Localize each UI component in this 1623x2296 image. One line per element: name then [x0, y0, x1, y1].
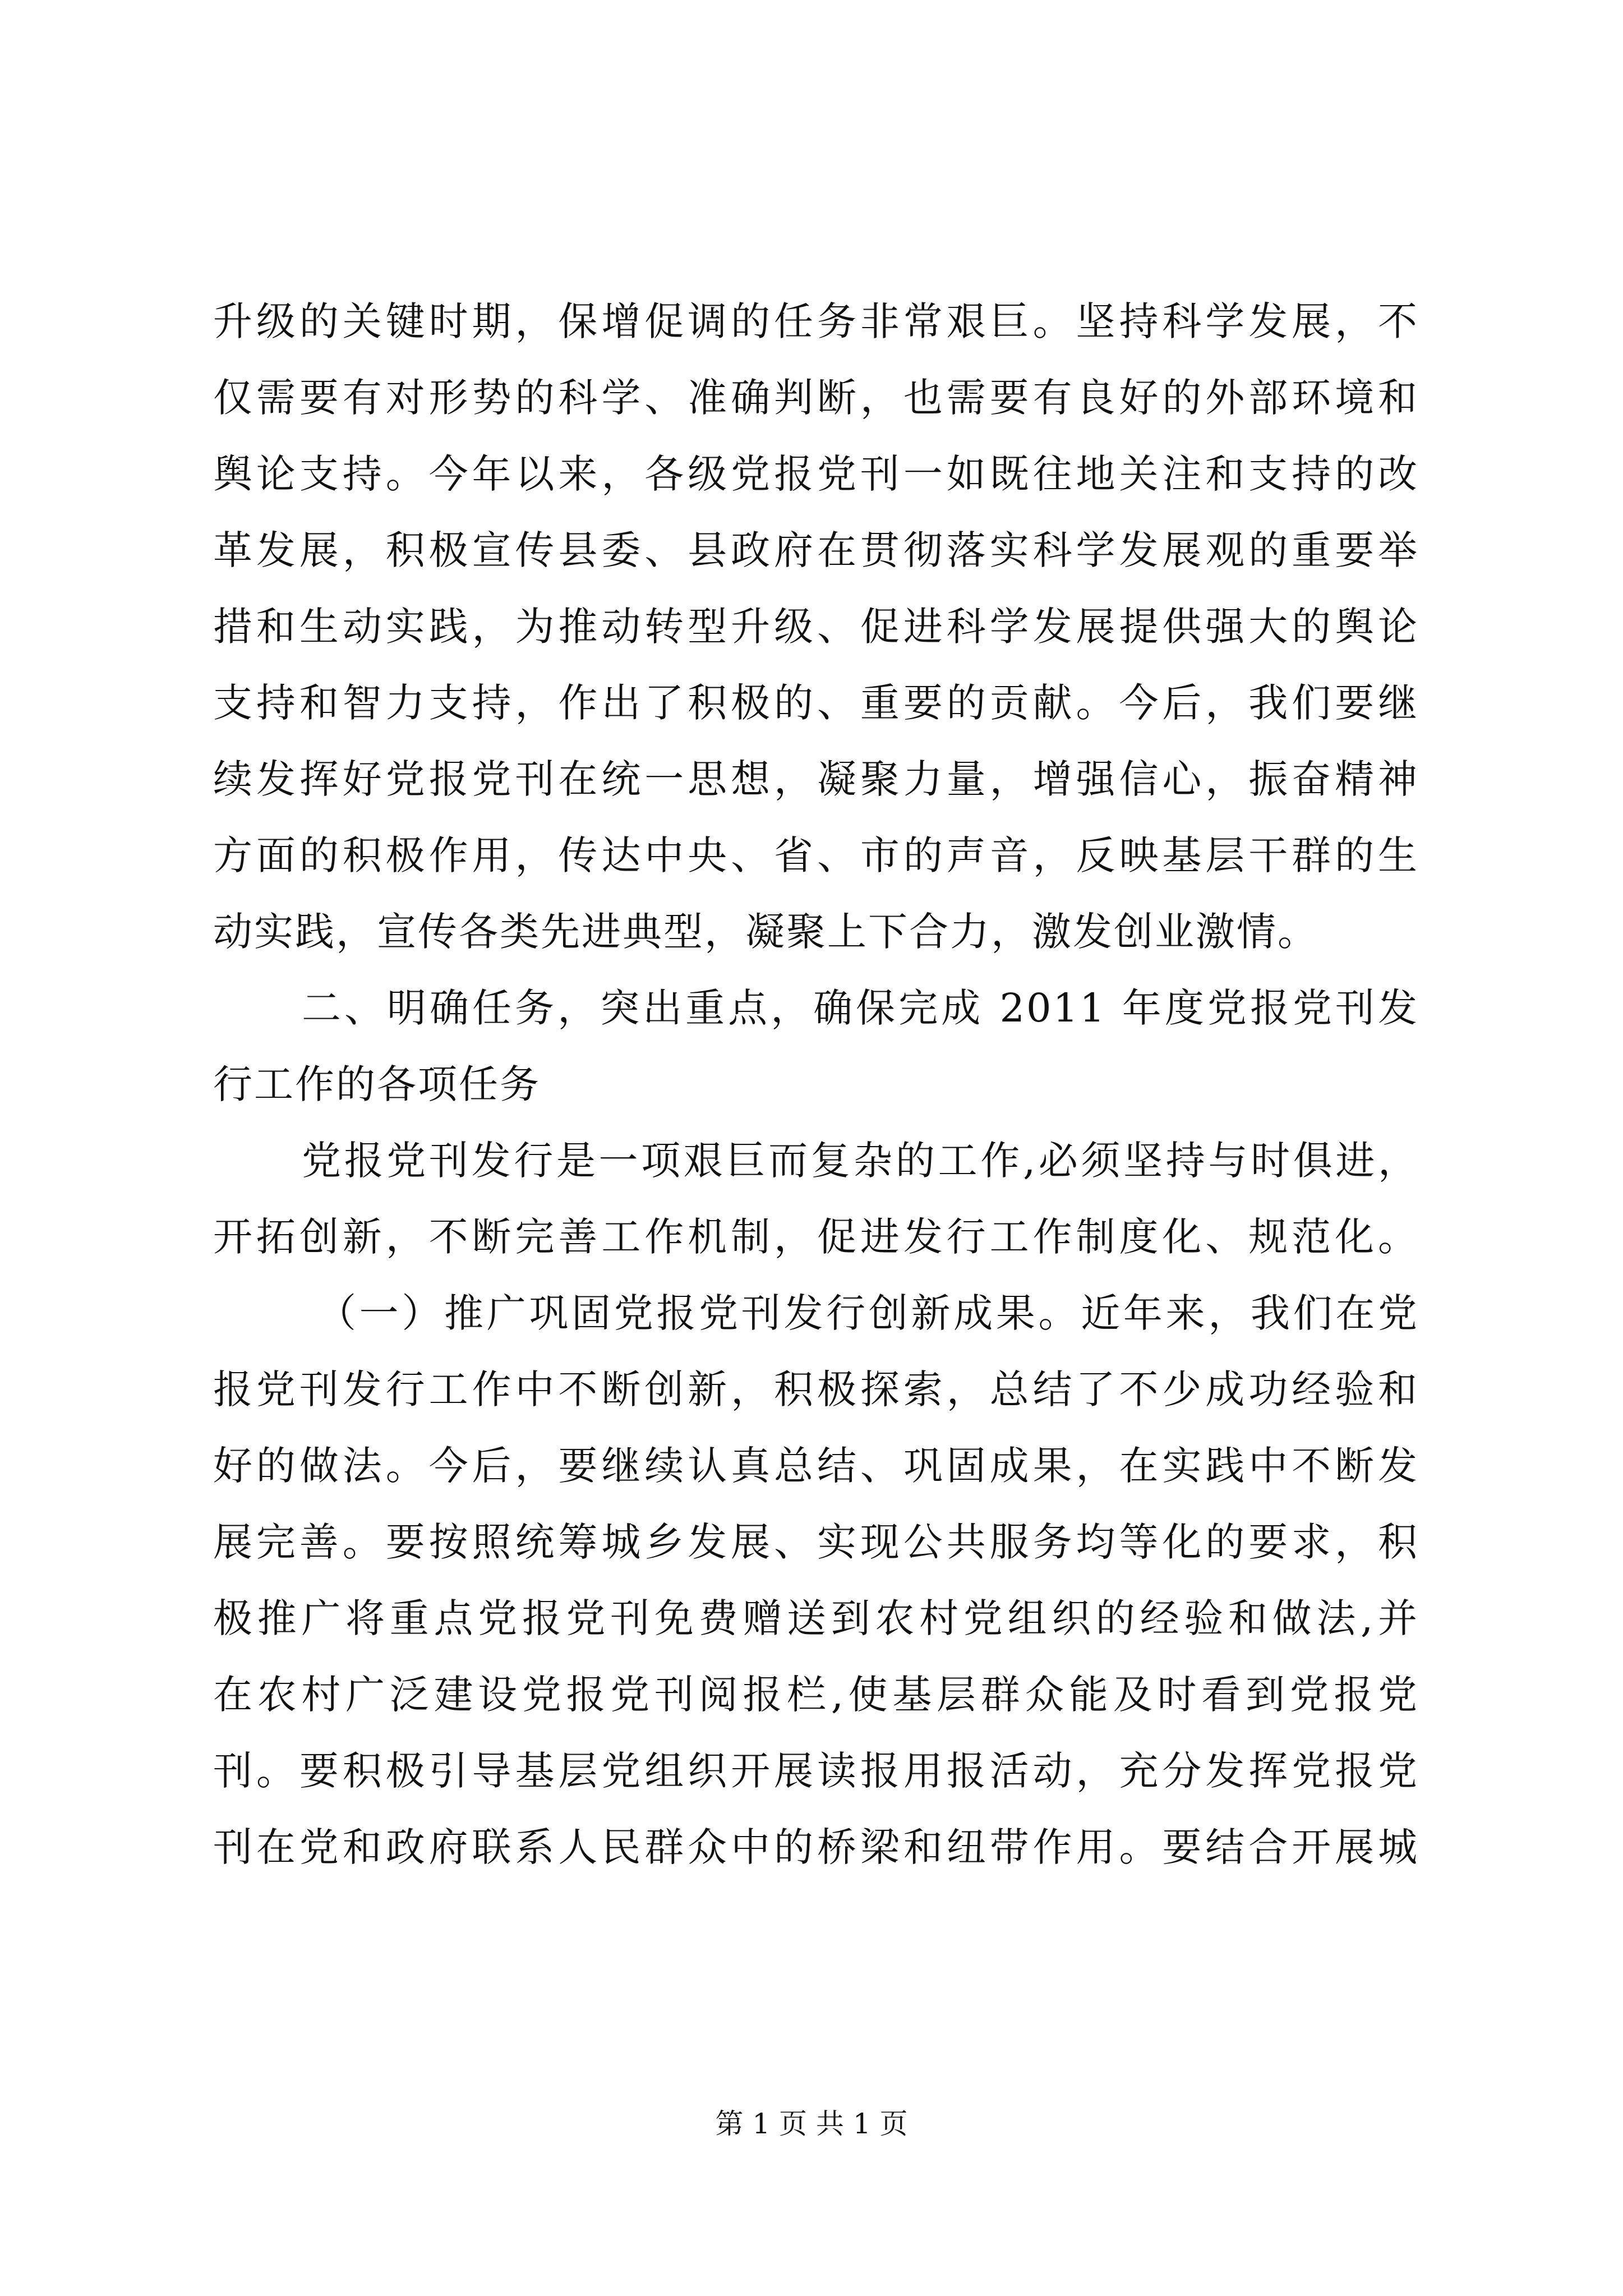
body-line-3: 舆论支持。今年以来，各级党报党刊一如既往地关注和支持的改: [213, 451, 1419, 497]
body-line-17: 展完善。要按照统筹城乡发展、实现公共服务均等化的要求，积: [213, 1519, 1419, 1565]
page-footer: 第 1 页 共 1 页: [715, 2108, 908, 2140]
body-line-19: 在农村广泛建设党报党刊阅报栏,使基层群众能及时看到党报党: [213, 1672, 1419, 1718]
section-heading-line-1: 二、明确任务，突出重点，确保完成 2011 年度党报党刊发: [302, 985, 1419, 1031]
body-line-18: 极推广将重点党报党刊免费赠送到农村党组织的经验和做法,并: [213, 1595, 1419, 1641]
body-line-9: 动实践，宣传各类先进典型，凝聚上下合力，激发创业激情。: [213, 909, 1318, 955]
body-line-12: 党报党刊发行是一项艰巨而复杂的工作,必须坚持与时俱进，: [302, 1138, 1419, 1184]
body-line-21: 刊在党和政府联系人民群众中的桥梁和纽带作用。要结合开展城: [213, 1824, 1419, 1870]
body-line-5: 措和生动实践，为推动转型升级、促进科学发展提供强大的舆论: [213, 604, 1419, 650]
body-line-13: 开拓创新，不断完善工作机制，促进发行工作制度化、规范化。: [213, 1214, 1419, 1260]
body-line-8: 方面的积极作用，传达中央、省、市的声音，反映基层干群的生: [213, 832, 1419, 878]
subsection-line-1: （一）推广巩固党报党刊发行创新成果。近年来，我们在党: [317, 1290, 1419, 1336]
body-line-6: 支持和智力支持，作出了积极的、重要的贡献。今后，我们要继: [213, 680, 1419, 726]
body-line-7: 续发挥好党报党刊在统一思想，凝聚力量，增强信心，振奋精神: [213, 756, 1419, 802]
body-line-2: 仅需要有对形势的科学、准确判断，也需要有良好的外部环境和: [213, 375, 1419, 421]
section-heading-line-2: 行工作的各项任务: [213, 1061, 541, 1107]
body-line-16: 好的做法。今后，要继续认真总结、巩固成果，在实践中不断发: [213, 1443, 1419, 1489]
body-line-1: 升级的关键时期，保增促调的任务非常艰巨。坚持科学发展，不: [213, 298, 1419, 344]
body-line-20: 刊。要积极引导基层党组织开展读报用报活动，充分发挥党报党: [213, 1748, 1419, 1794]
body-line-15: 报党刊发行工作中不断创新，积极探索，总结了不少成功经验和: [213, 1366, 1419, 1412]
body-line-4: 革发展，积极宣传县委、县政府在贯彻落实科学发展观的重要举: [213, 527, 1419, 573]
